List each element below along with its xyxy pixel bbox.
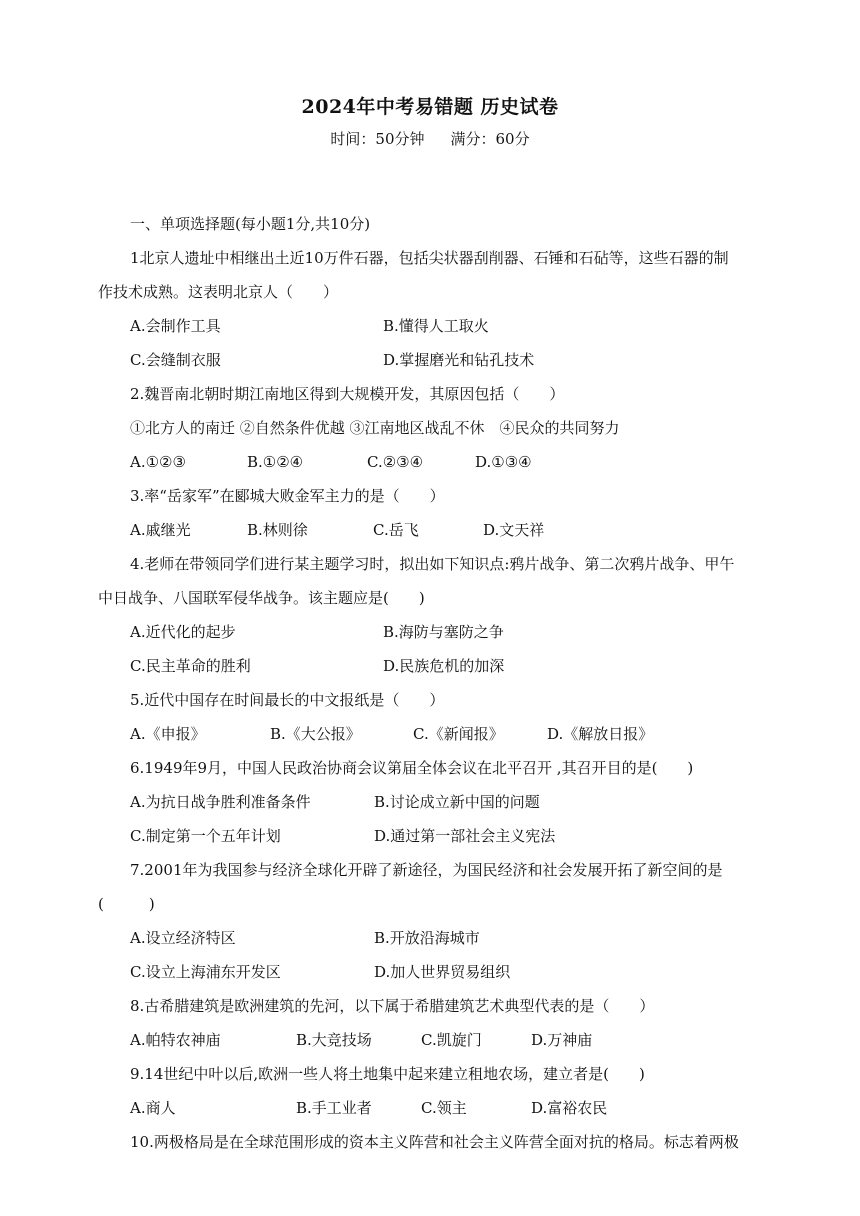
question-2-option-c: C.②③④ xyxy=(367,453,424,471)
question-4-option-b: B.海防与塞防之争 xyxy=(383,623,504,641)
question-5-option-a: A.《申报》 xyxy=(130,725,206,743)
question-6-line-1: 6.1949年9月，中国人民政治协商会议第届全体会议在北平召开 ,其召开目的是( ) xyxy=(130,759,694,777)
question-7-option-a: A.设立经济特区 xyxy=(130,929,236,947)
exam-time: 时间：50分钟 xyxy=(330,130,425,148)
question-4-line-2: 中日战争、八国联军侵华战争。该主题应是( ) xyxy=(98,589,425,607)
question-9-option-d: D.富裕农民 xyxy=(531,1099,608,1117)
question-2-option-d: D.①③④ xyxy=(475,453,532,471)
question-8-option-c: C.凯旋门 xyxy=(421,1031,482,1049)
question-8-option-b: B.大竞技场 xyxy=(296,1031,372,1049)
question-10-line-1: 10.两极格局是在全球范围形成的资本主义阵营和社会主义阵营全面对抗的格局。标志着两极 xyxy=(130,1133,739,1151)
question-9-option-b: B.手工业者 xyxy=(296,1099,372,1117)
question-3-option-b: B.林则徐 xyxy=(247,521,308,539)
question-4-option-d: D.民族危机的加深 xyxy=(383,657,505,675)
exam-score: 满分：60分 xyxy=(450,130,530,148)
question-7-line-2: ( ) xyxy=(98,895,155,913)
question-1-option-c: C.会缝制衣服 xyxy=(130,351,221,369)
question-6-option-c: C.制定第一个五年计划 xyxy=(130,827,281,845)
question-5-option-b: B.《大公报》 xyxy=(270,725,361,743)
question-9-option-a: A.商人 xyxy=(130,1099,176,1117)
exam-subtitle xyxy=(0,128,860,149)
exam-title: 2024年中考易错题 历史试卷 xyxy=(301,96,559,118)
question-1-option-d: D.掌握磨光和钻孔技术 xyxy=(383,351,535,369)
question-2-line-1: 2.魏晋南北朝时期江南地区得到大规模开发，其原因包括（ ） xyxy=(130,385,565,403)
question-5-line-1: 5.近代中国存在时间最长的中文报纸是（ ） xyxy=(130,691,445,709)
question-3-option-d: D.文天祥 xyxy=(483,521,545,539)
question-6-option-b: B.讨论成立新中国的问题 xyxy=(374,793,540,811)
question-4-option-c: C.民主革命的胜利 xyxy=(130,657,251,675)
question-3-option-c: C.岳飞 xyxy=(373,521,419,539)
question-3-option-a: A.戚继光 xyxy=(130,521,191,539)
question-7-option-c: C.设立上海浦东开发区 xyxy=(130,963,281,981)
question-7-line-1: 7.2001年为我国参与经济全球化开辟了新途径，为国民经济和社会发展开拓了新空间的是 xyxy=(130,861,723,879)
question-2-line-2: ①北方人的南迁 ②自然条件优越 ③江南地区战乱不休 ④民众的共同努力 xyxy=(130,419,620,437)
question-8-option-a: A.帕特农神庙 xyxy=(130,1031,221,1049)
question-4-line-1: 4.老师在带领同学们进行某主题学习时，拟出如下知识点:鸦片战争、第二次鸦片战争、甲午 xyxy=(130,555,735,573)
question-7-option-d: D.加人世界贸易组织 xyxy=(374,963,511,981)
question-2-option-b: B.①②④ xyxy=(247,453,304,471)
question-1-option-b: B.懂得人工取火 xyxy=(383,317,489,335)
question-1-line-2: 作技术成熟。这表明北京人（ ） xyxy=(98,283,339,301)
question-6-option-a: A.为抗日战争胜利准备条件 xyxy=(130,793,311,811)
question-9-line-1: 9.14世纪中叶以后,欧洲一些人将土地集中起来建立租地农场，建立者是( ) xyxy=(130,1065,645,1083)
question-5-option-c: C.《新闻报》 xyxy=(413,725,504,743)
question-1-option-a: A.会制作工具 xyxy=(130,317,221,335)
question-4-option-a: A.近代化的起步 xyxy=(130,623,236,641)
section-heading: 一、单项选择题(每小题1分,共10分) xyxy=(130,215,371,233)
question-8-line-1: 8.古希腊建筑是欧洲建筑的先河，以下属于希腊建筑艺术典型代表的是（ ） xyxy=(130,997,655,1015)
question-5-option-d: D.《解放日报》 xyxy=(547,725,654,743)
question-6-option-d: D.通过第一部社会主义宪法 xyxy=(374,827,556,845)
question-1-line-1: 1北京人遗址中相继出土近10万件石器，包括尖状器刮削器、石锤和石砧等，这些石器的制 xyxy=(130,249,729,267)
question-3-line-1: 3.率“岳家军”在郾城大败金军主力的是（ ） xyxy=(130,487,445,505)
question-8-option-d: D.万神庙 xyxy=(531,1031,593,1049)
question-2-option-a: A.①②③ xyxy=(130,453,186,471)
question-7-option-b: B.开放沿海城市 xyxy=(374,929,480,947)
question-9-option-c: C.领主 xyxy=(421,1099,467,1117)
